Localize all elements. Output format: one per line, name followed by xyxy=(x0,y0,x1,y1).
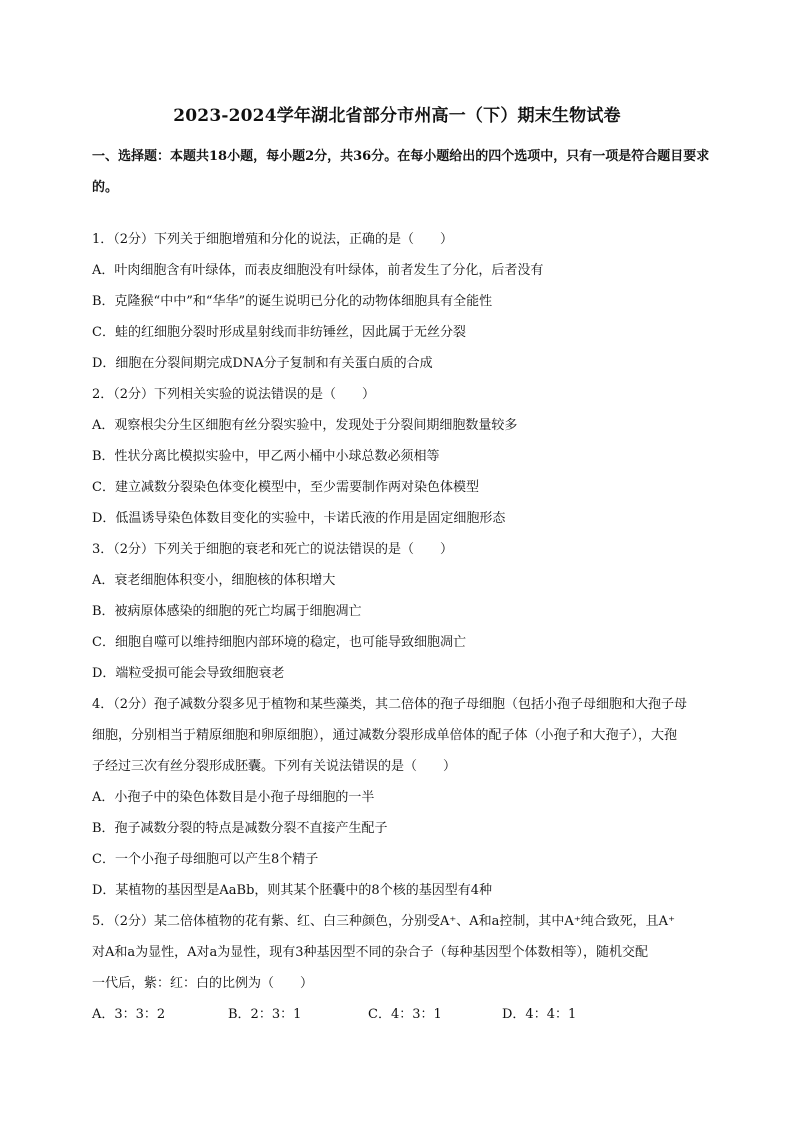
question-1-option-c: C．蛙的红细胞分裂时形成星射线而非纺锤丝，因此属于无丝分裂 xyxy=(92,325,466,340)
question-1-stem: 1．（2分）下列关于细胞增殖和分化的说法，正确的是（ ） xyxy=(92,232,454,247)
question-1-option-d: D．细胞在分裂间期完成DNA分子复制和有关蛋白质的合成 xyxy=(92,356,433,371)
question-5-stem-line-3: 一代后，紫：红：白的比例为（ ） xyxy=(92,976,314,991)
section-heading: 一、选择题：本题共18小题，每小题2分，共36分。在每小题给出的四个选项中，只有一项是符合题目要求的。 xyxy=(92,149,710,195)
question-2-stem: 2．（2分）下列相关实验的说法错误的是（ ） xyxy=(92,387,376,402)
question-4-stem-line-1: 4．（2分）孢子减数分裂多见于植物和某些藻类，其二倍体的孢子母细胞（包括小孢子母细胞和大孢子母 xyxy=(92,697,688,712)
question-5-option-b: B．2：3：1 xyxy=(228,1007,302,1022)
question-4-option-d: D．某植物的基因型是AaBb，则其某个胚囊中的8个核的基因型有4种 xyxy=(92,883,492,898)
question-2-option-b: B．性状分离比模拟实验中，甲乙两小桶中小球总数必须相等 xyxy=(92,449,440,464)
question-4-stem-line-2: 细胞，分别相当于精原细胞和卵原细胞），通过减数分裂形成单倍体的配子体（小孢子和大孢子），大孢 xyxy=(92,728,678,743)
question-5-stem-line-1: 5．（2分）某二倍体植物的花有紫、红、白三种颜色，分别受A⁺、A和a控制，其中A⁺纯合致死，且A⁺ xyxy=(92,914,675,929)
question-5-stem-line-2: 对A和a为显性，A对a为显性，现有3种基因型不同的杂合子（每种基因型个体数相等），随机交配 xyxy=(92,945,649,960)
question-5-option-a: A．3：3：2 xyxy=(92,1007,166,1022)
exam-title: 2023-2024学年湖北省部分市州高一（下）期末生物试卷 xyxy=(173,106,621,126)
question-3-option-c: C．细胞自噬可以维持细胞内部环境的稳定，也可能导致细胞凋亡 xyxy=(92,635,466,650)
question-4-option-c: C．一个小孢子母细胞可以产生8个精子 xyxy=(92,852,319,867)
question-1-option-b: B．克隆猴“中中”和“华华”的诞生说明已分化的动物体细胞具有全能性 xyxy=(92,294,493,309)
question-5-option-d: D．4：4：1 xyxy=(502,1007,577,1022)
question-2-option-c: C．建立减数分裂染色体变化模型中，至少需要制作两对染色体模型 xyxy=(92,480,479,495)
question-2-option-d: D．低温诱导染色体数目变化的实验中，卡诺氏液的作用是固定细胞形态 xyxy=(92,511,506,526)
question-4-option-a: A．小孢子中的染色体数目是小孢子母细胞的一半 xyxy=(92,790,375,805)
question-1-option-a: A．叶肉细胞含有叶绿体，而表皮细胞没有叶绿体，前者发生了分化，后者没有 xyxy=(92,263,544,278)
question-3-stem: 3．（2分）下列关于细胞的衰老和死亡的说法错误的是（ ） xyxy=(92,542,454,557)
question-3-option-b: B．被病原体感染的细胞的死亡均属于细胞凋亡 xyxy=(92,604,362,619)
question-5-option-c: C．4：3：1 xyxy=(368,1007,442,1022)
question-2-option-a: A．观察根尖分生区细胞有丝分裂实验中，发现处于分裂间期细胞数量较多 xyxy=(92,418,518,433)
question-5-options-row xyxy=(92,1005,712,1027)
question-3-option-a: A．衰老细胞体积变小，细胞核的体积增大 xyxy=(92,573,336,588)
question-3-option-d: D．端粒受损可能会导致细胞衰老 xyxy=(92,666,285,681)
question-4-stem-line-3: 子经过三次有丝分裂形成胚囊。下列有关说法错误的是（ ） xyxy=(92,759,457,774)
question-4-option-b: B．孢子减数分裂的特点是减数分裂不直接产生配子 xyxy=(92,821,388,836)
